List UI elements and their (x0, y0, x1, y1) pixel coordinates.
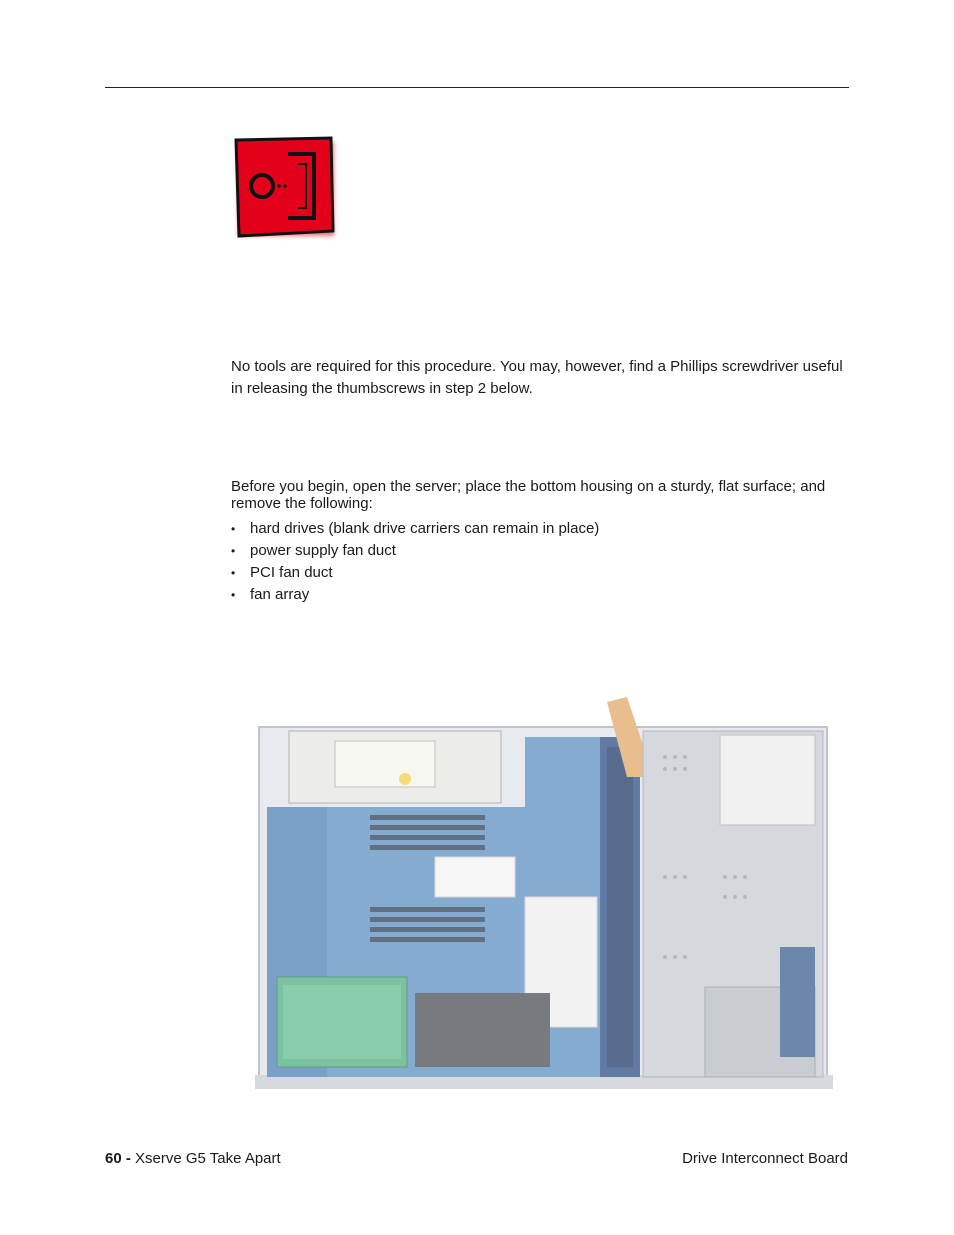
list-item: • power supply fan duct (231, 542, 396, 559)
footer-left (105, 1150, 281, 1167)
page-number: 60 - (105, 1150, 131, 1167)
book-title: Xserve G5 Take Apart (135, 1150, 281, 1167)
header-rule (105, 87, 849, 88)
server-interior-photo (255, 697, 833, 1099)
no-tools-icon (232, 136, 338, 240)
list-item: • PCI fan duct (231, 564, 333, 581)
tools-paragraph: No tools are required for this procedure. You may, however, find a Phillips screwdriver useful in releasing the thumbscrews in step 2 below. (231, 358, 843, 397)
list-item: • fan array (231, 586, 310, 603)
preliminary-paragraph: Before you begin, open the server; place the bottom housing on a sturdy, flat surface; and remove the following: (231, 478, 826, 512)
preliminary-list (231, 518, 599, 606)
list-item: • hard drives (blank drive carriers can remain in place) (231, 520, 600, 537)
section-title: Drive Interconnect Board (682, 1150, 848, 1167)
